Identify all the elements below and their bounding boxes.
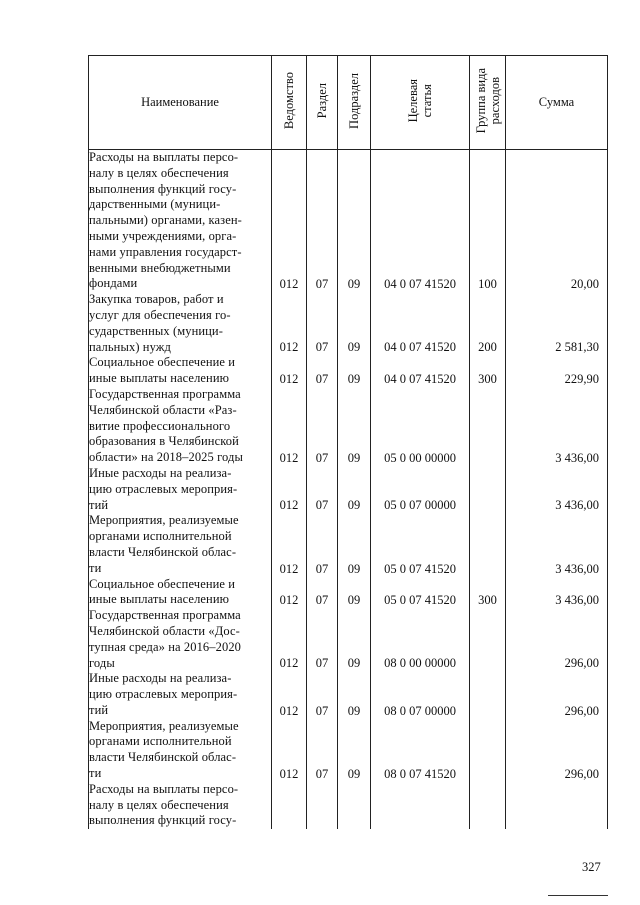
row-name-cell: Мероприятия, реализуемые органами исполнительной власти Челябинской облас- ти (89, 513, 272, 576)
row-group-cell: 300 (470, 355, 506, 387)
row-dept-cell: 012 (272, 292, 307, 355)
row-target-cell: 08 0 00 00000 (371, 608, 470, 671)
row-subsection-cell: 09 (338, 150, 371, 293)
table-row (89, 513, 608, 576)
row-subsection-cell: 09 (338, 466, 371, 513)
row-target-cell: 05 0 07 00000 (371, 466, 470, 513)
table-row (89, 150, 608, 293)
row-sum-cell: 3 436,00 (506, 577, 608, 609)
table-row (89, 387, 608, 466)
row-group-cell (470, 513, 506, 576)
row-sum-cell: 296,00 (506, 671, 608, 718)
header-target: Целевая статья (371, 56, 470, 150)
header-sum: Сумма (506, 56, 608, 150)
row-name-cell: Расходы на выплаты персо- налу в целях обеспечения выполнения функций госу- дарственными (муници- пальными) органами, казен- ными учреждениями, орга- нами управления государст- венными внебюджетными фондами (89, 150, 272, 293)
row-subsection-cell: 09 (338, 513, 371, 576)
row-target-cell (371, 782, 470, 829)
row-dept-cell: 012 (272, 577, 307, 609)
row-subsection-cell: 09 (338, 387, 371, 466)
header-section: Раздел (307, 56, 338, 150)
page-number: 327 (582, 860, 601, 874)
row-subsection-cell: 09 (338, 292, 371, 355)
row-name-cell: Государственная программа Челябинской области «Дос- тупная среда» на 2016–2020 годы (89, 608, 272, 671)
row-dept-cell: 012 (272, 513, 307, 576)
table-row (89, 719, 608, 782)
row-group-cell: 200 (470, 292, 506, 355)
row-subsection-cell: 09 (338, 577, 371, 609)
row-section-cell: 07 (307, 577, 338, 609)
budget-table (88, 55, 608, 829)
row-sum-cell: 2 581,30 (506, 292, 608, 355)
row-target-cell: 08 0 07 00000 (371, 671, 470, 718)
row-name-cell: Государственная программа Челябинской области «Раз- витие профессионального образования в Челябинской области» на 2018–2025 годы (89, 387, 272, 466)
row-sum-cell: 229,90 (506, 355, 608, 387)
row-subsection-cell (338, 782, 371, 829)
row-subsection-cell: 09 (338, 355, 371, 387)
row-name-cell: Мероприятия, реализуемые органами исполнительной власти Челябинской облас- ти (89, 719, 272, 782)
row-section-cell: 07 (307, 608, 338, 671)
row-sum-cell: 3 436,00 (506, 387, 608, 466)
row-section-cell: 07 (307, 719, 338, 782)
row-dept-cell (272, 782, 307, 829)
header-subsection: Подраздел (338, 56, 371, 150)
row-sum-cell: 296,00 (506, 608, 608, 671)
row-name-cell: Социальное обеспечение и иные выплаты населению (89, 577, 272, 609)
row-section-cell: 07 (307, 387, 338, 466)
row-section-cell (307, 782, 338, 829)
row-group-cell (470, 608, 506, 671)
row-dept-cell: 012 (272, 608, 307, 671)
row-section-cell: 07 (307, 466, 338, 513)
row-sum-cell: 296,00 (506, 719, 608, 782)
table-row (89, 466, 608, 513)
row-section-cell: 07 (307, 513, 338, 576)
table-row (89, 608, 608, 671)
row-name-cell: Социальное обеспечение и иные выплаты населению (89, 355, 272, 387)
row-target-cell: 04 0 07 41520 (371, 150, 470, 293)
row-sum-cell (506, 782, 608, 829)
row-target-cell: 05 0 07 41520 (371, 577, 470, 609)
header-dept: Ведомство (272, 56, 307, 150)
row-dept-cell: 012 (272, 355, 307, 387)
header-group: Группа вида расходов (470, 56, 506, 150)
row-group-cell: 100 (470, 150, 506, 293)
row-section-cell: 07 (307, 671, 338, 718)
row-name-cell: Расходы на выплаты персо- налу в целях обеспечения выполнения функций госу- (89, 782, 272, 829)
row-sum-cell: 3 436,00 (506, 466, 608, 513)
header-name: Наименование (89, 56, 272, 150)
table-row (89, 292, 608, 355)
row-name-cell: Иные расходы на реализа- цию отраслевых мероприя- тий (89, 466, 272, 513)
row-dept-cell: 012 (272, 719, 307, 782)
row-target-cell: 05 0 07 41520 (371, 513, 470, 576)
row-target-cell: 05 0 00 00000 (371, 387, 470, 466)
row-dept-cell: 012 (272, 150, 307, 293)
row-group-cell (470, 782, 506, 829)
row-section-cell: 07 (307, 355, 338, 387)
row-sum-cell: 3 436,00 (506, 513, 608, 576)
row-group-cell (470, 466, 506, 513)
table-row (89, 577, 608, 609)
row-sum-cell: 20,00 (506, 150, 608, 293)
row-dept-cell: 012 (272, 387, 307, 466)
row-subsection-cell: 09 (338, 608, 371, 671)
row-target-cell: 04 0 07 41520 (371, 292, 470, 355)
row-section-cell: 07 (307, 292, 338, 355)
row-name-cell: Закупка товаров, работ и услуг для обеспечения го- сударственных (муници- пальных) нужд (89, 292, 272, 355)
row-subsection-cell: 09 (338, 671, 371, 718)
row-group-cell: 300 (470, 577, 506, 609)
row-name-cell: Иные расходы на реализа- цию отраслевых мероприя- тий (89, 671, 272, 718)
row-dept-cell: 012 (272, 466, 307, 513)
table-header-row (89, 56, 608, 150)
table-row (89, 355, 608, 387)
row-subsection-cell: 09 (338, 719, 371, 782)
table-row (89, 671, 608, 718)
row-group-cell (470, 671, 506, 718)
row-target-cell: 04 0 07 41520 (371, 355, 470, 387)
row-dept-cell: 012 (272, 671, 307, 718)
row-group-cell (470, 719, 506, 782)
row-group-cell (470, 387, 506, 466)
row-section-cell: 07 (307, 150, 338, 293)
row-target-cell: 08 0 07 41520 (371, 719, 470, 782)
table-row (89, 782, 608, 829)
footer-divider (548, 895, 608, 896)
